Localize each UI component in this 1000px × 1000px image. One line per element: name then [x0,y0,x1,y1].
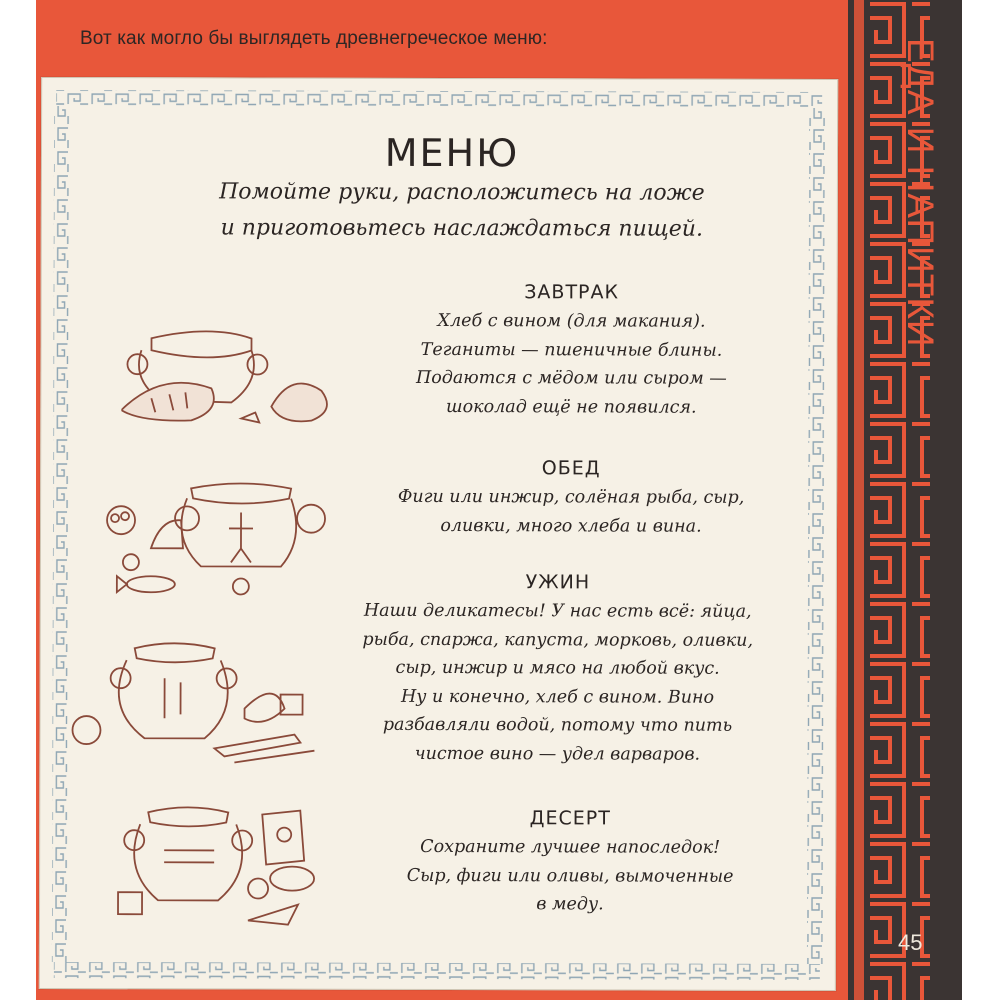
course-heading: ЗАВТРАК [524,281,620,304]
course-breakfast [331,277,811,422]
course-heading: УЖИН [525,571,591,594]
course-line: чистое вино — удел варваров. [414,743,701,765]
section-title: ЕДА И НАПИТКИ [900,38,941,348]
menu-card [39,77,838,991]
lunch-illustration [91,478,331,609]
course-line: Фиги или инжир, солёная рыба, сыр, [397,486,745,508]
course-line: сыр, инжир и мясо на любой вкус. [395,657,720,679]
course-line: разбавляли водой, потому что пить [382,714,733,736]
course-line: Наши деликатесы! У нас есть всё: яйца, [363,600,752,622]
dessert-illustration [78,800,318,931]
course-dessert [330,803,810,920]
intro-text: Вот как могло бы выглядеть древнегреческое меню: [80,28,548,49]
menu-title: МЕНЮ [384,130,520,176]
course-line: рыба, спаржа, капуста, морковь, оливки, [362,629,754,651]
course-line: Сохраните лучшее напоследок! [420,836,721,858]
course-dinner [302,567,813,769]
course-line: оливки, много хлеба и вина. [440,515,702,537]
course-line: шоколад ещё не появился. [446,396,697,418]
dinner-illustration [64,638,324,769]
course-line: Хлеб с вином (для макания). [437,310,706,332]
course-line: Сыр, фиги или оливы, вымоченные [406,865,734,887]
menu-subtitle [122,174,802,248]
course-lunch [331,453,811,541]
subtitle-line: Помойте руки, расположитесь на ложе [219,179,705,206]
page-number: 45 [898,930,923,955]
course-line: Подаются с мёдом или сыром — [415,367,727,389]
subtitle-line: и приготовьтесь наслаждаться пищей. [220,215,704,242]
course-heading: ДЕСЕРТ [529,807,611,830]
breakfast-illustration [121,310,341,431]
course-line: Ну и конечно, хлеб с вином. Вино [401,686,715,708]
course-heading: ОБЕД [541,457,601,480]
course-line: в меду. [536,894,604,915]
course-line: Теганиты — пшеничные блины. [420,339,723,361]
